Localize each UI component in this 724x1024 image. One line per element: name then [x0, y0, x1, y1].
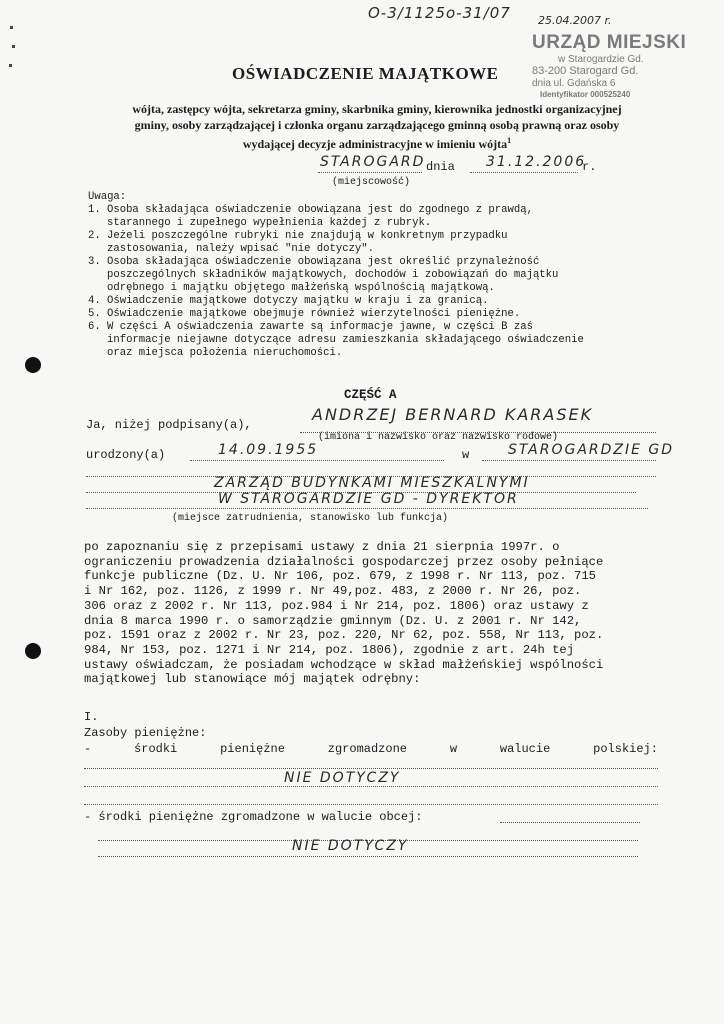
stamp-line1: w Starogardzie Gd. — [558, 54, 644, 65]
note-number: 5. — [88, 308, 101, 320]
foreign-value: NIE DOTYCZY — [292, 838, 409, 854]
scan-mark — [12, 45, 15, 48]
names-caption: (imiona i nazwisko oraz nazwisko rodowe) — [318, 432, 559, 443]
employment-line2: W STAROGARDZIE GD - DYREKTOR — [218, 491, 519, 507]
note-line: poszczególnych składników majątkowych, dochodów i zobowiązań do majątku — [107, 269, 559, 281]
pln-dotline — [84, 804, 658, 805]
foreign-dotline — [98, 856, 638, 857]
signed-label: Ja, niżej podpisany(a), — [86, 418, 252, 432]
note-line: zastosowania, należy wpisać "nie dotyczy". — [107, 243, 375, 255]
note-line: Osoba składająca oświadczenie obowiązana jest określić przynależność — [107, 256, 540, 268]
legal-paragraph: po zapoznaniu się z przepisami ustawy z dnia 21 sierpnia 1997r. o ograniczeniu prowadzenia działalności gospodarczej przez osoby pełniące funkcje publiczne (Dz. U. Nr 106, poz. 679, z 1998 r. Nr 113, poz. 715 i Nr 162, poz. 1126, z 1999 r. Nr 49,poz. 483, z 2000 r. Nr 26, poz. 306 oraz z 2002 r. Nr 113, poz.984 i Nr 214, poz. 1806) oraz ustawy z dnia 8 marca 1990 r. o samorządzie gminnym (Dz. U. z 2001 r. Nr 142, poz. 1591 oraz z 2002 r. Nr 23, poz. 220, Nr 62, poz. 558, Nr 113, poz. 984, Nr 153, poz. 1271 i Nr 214, poz. 1806), zgodnie z art. 24h tej ustawy oświadczam, że posiadam wchodzące w skład małżeńskiej wspólności majątkowej lub stanowiące mój majątek odrębny: — [84, 540, 604, 687]
place-dotline — [318, 172, 422, 173]
note-text — [107, 256, 558, 295]
pln-dash: - — [84, 742, 92, 756]
punch-hole — [25, 643, 41, 659]
foreign-dotline — [500, 822, 640, 823]
born-label: urodzony(a) — [86, 448, 166, 462]
subtitle-line: wójta, zastępcy wójta, sekretarza gminy, skarbnika gminy, kierownika jednostki organizacyjnej — [132, 102, 622, 116]
office-stamp — [532, 14, 692, 99]
reference-number: O-3/1125o-31/07 — [368, 4, 511, 22]
note-line: oraz miejsca położenia nieruchomości. — [107, 347, 343, 359]
part-a-heading: CZĘŚĆ A — [344, 388, 397, 402]
stamp-line2: 83-200 Starogard Gd. — [532, 65, 639, 77]
note-line: informacje niejawne dotyczące adresu zamieszkania składającego oświadczenie — [107, 334, 584, 346]
punch-hole — [25, 357, 41, 373]
pln-value: NIE DOTYCZY — [284, 770, 401, 786]
note-number: 1. — [88, 204, 101, 216]
date-label: dnia — [426, 160, 455, 174]
date-value: 31.12.2006 — [486, 154, 587, 170]
note-text: Oświadczenie majątkowe dotyczy majątku w kraju i za granicą. — [107, 295, 489, 307]
footnote-marker: 1 — [507, 136, 512, 145]
section-number: I. — [84, 710, 99, 724]
note-text — [107, 204, 533, 230]
born-in-label: w — [462, 448, 470, 462]
born-place: STAROGARDZIE GD — [508, 442, 675, 458]
notes-block — [88, 191, 678, 360]
note-line: odrębnego i majątku objętego małżeńską wspólnością majątkową. — [107, 282, 495, 294]
employment-caption: (miejsce zatrudnienia, stanowisko lub funkcja) — [172, 513, 449, 524]
date-suffix: r. — [582, 160, 597, 174]
pln-word: pieniężne — [220, 742, 285, 756]
note-item — [88, 295, 678, 308]
note-item — [88, 308, 678, 321]
pln-dotline — [84, 786, 658, 787]
note-number: 4. — [88, 295, 101, 307]
scan-mark — [9, 64, 12, 67]
signed-value: ANDRZEJ BERNARD KARASEK — [312, 405, 594, 424]
date-dotline — [470, 172, 578, 173]
notes-list — [88, 204, 678, 360]
place-caption: (miejscowość) — [332, 177, 411, 188]
note-number: 3. — [88, 256, 101, 268]
pln-dotline — [84, 768, 658, 769]
pln-word: zgromadzone — [327, 742, 407, 756]
document-subtitle — [84, 101, 670, 152]
stamp-office: URZĄD MIEJSKI — [532, 32, 687, 53]
note-text — [107, 321, 584, 360]
born-place-dotline — [482, 460, 656, 461]
subtitle-line: gminy, osoby zarządzającej i członka organu zarządzającego gminną osobą prawną oraz osoby — [134, 118, 620, 132]
foreign-label: - środki pieniężne zgromadzone w walucie obcej: — [84, 810, 423, 824]
pln-word: walucie — [499, 742, 551, 756]
pln-word: środki — [134, 742, 178, 756]
note-line: starannego i zupełnego wypełnienia każdej z rubryk. — [107, 217, 432, 229]
section-heading: Zasoby pieniężne: — [84, 726, 207, 740]
employment-dotline — [86, 508, 648, 509]
note-item — [88, 230, 678, 256]
born-date-dotline — [190, 460, 444, 461]
pln-word: polskiej: — [593, 742, 658, 756]
note-number: 2. — [88, 230, 101, 242]
note-line: Jeżeli poszczególne rubryki nie znajdują w konkretnym przypadku — [107, 230, 508, 242]
scan-mark — [10, 26, 13, 29]
notes-heading: Uwaga: — [88, 191, 127, 203]
stamp-date: 25.04.2007 r. — [538, 14, 612, 27]
place-value: STAROGARD — [320, 154, 426, 170]
subtitle-line — [84, 133, 670, 152]
note-text: Oświadczenie majątkowe obejmuje również wierzytelności pieniężne. — [107, 308, 521, 320]
subtitle-line-text: wydającej decyzje administracyjne w imieniu wójta — [242, 137, 508, 151]
note-item — [88, 256, 678, 295]
note-number: 6. — [88, 321, 101, 333]
note-line: W części A oświadczenia zawarte są informacje jawne, w części B zaś — [107, 321, 533, 333]
pln-word: w — [449, 742, 458, 756]
document-title: OŚWIADCZENIE MAJĄTKOWE — [232, 64, 499, 83]
note-item — [88, 321, 678, 360]
pln-label — [84, 742, 658, 756]
stamp-line4: Identyfikator 000525240 — [540, 90, 631, 99]
note-line: Osoba składająca oświadczenie obowiązana jest do zgodnego z prawdą, — [107, 204, 533, 216]
employment-line1: ZARZĄD BUDYNKAMI MIESZKALNYMI — [214, 475, 530, 491]
born-date: 14.09.1955 — [218, 442, 319, 458]
note-item — [88, 204, 678, 230]
stamp-line3: dnia ul. Gdańska 6 — [532, 78, 616, 89]
note-text — [107, 230, 508, 256]
